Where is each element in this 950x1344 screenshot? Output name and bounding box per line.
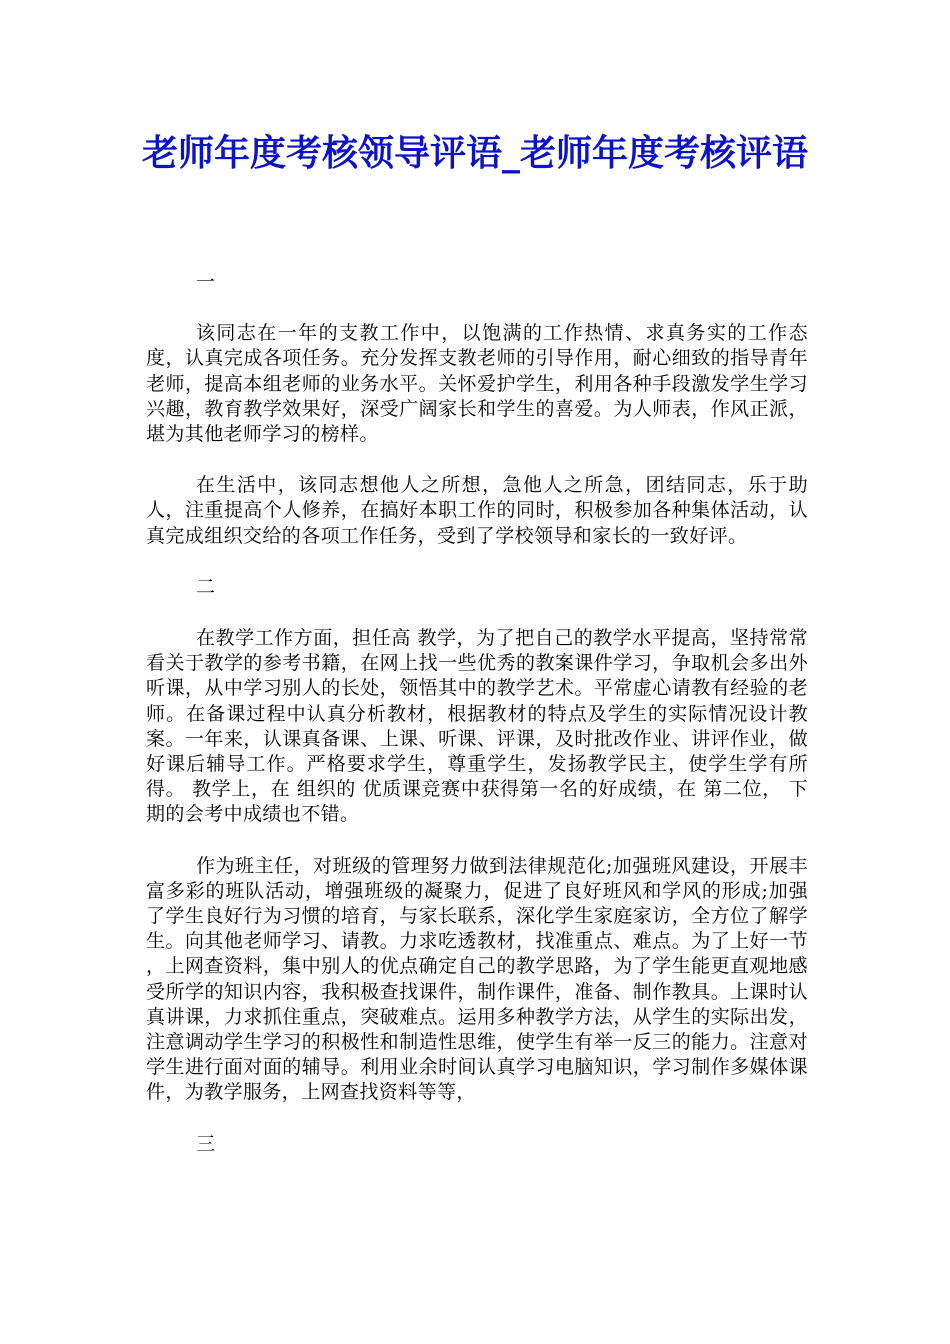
paragraph: 作为班主任，对班级的管理努力做到法律规范化;加强班风建设，开展丰富多彩的班队活动，增强班级的凝聚力，促进了良好班风和学风的形成;加强了学生良好行为习惯的培育，与家长联系，深化学生家庭家访，全方位了解学生。向其他老师学习、请教。力求吃透教材，找准重点、难点。为了上好一节 ，上网查资料，集中别人的优点确定自己的教学思路，为了学生能更直观地感受所学的知识内容，我积极查找课件，制作课件，准备、制作教具。上课时认真讲课，力求抓住重点，突破难点。运用多种教学方法，从学生的实际出发，注意调动学生学习的积极性和制造性思维，使学生有举一反三的能力。注意对学生进行面对面的辅导。利用业余时间认真学习电脑知识，学习制作多媒体课件，为教学服务，上网查找资料等等， <box>146 854 808 1104</box>
section-marker: 一 <box>196 271 216 293</box>
section-marker: 二 <box>196 575 216 598</box>
section-3 <box>146 1132 808 1157</box>
document-body <box>146 270 808 1183</box>
document-title: 老师年度考核领导评语_老师年度考核评语 <box>141 132 808 174</box>
paragraph: 在生活中，该同志想他人之所想，急他人之所急，团结同志，乐于助人，注重提高个人修养，在搞好本职工作的同时，积极参加各种集体活动，认真完成组织交给的各项工作任务，受到了学校领导和家长的一致好评。 <box>146 474 808 547</box>
paragraph: 在教学工作方面，担任高 教学，为了把自己的教学水平提高，坚持常常看关于教学的参考书籍，在网上找一些优秀的教案课件学习，争取机会多出外听课，从中学习别人的长处，领悟其中的教学艺术。平常虚心请教有经验的老师。在备课过程中认真分析教材，根据教材的特点及学生的实际情况设计教案。一年来，认课真备课、上课、听课、评课，及时批改作业、讲评作业，做好课后辅导工作。严格要求学生，尊重学生，发扬教学民主，使学生学有所得。 教学上，在 组织的 优质课竞赛中获得第一名的好成绩，在 第二位， 下期的会考中成绩也不错。 <box>146 627 808 826</box>
section-marker: 三 <box>196 1132 216 1155</box>
paragraph: 该同志在一年的支教工作中，以饱满的工作热情、求真务实的工作态度，认真完成各项任务。充分发挥支教老师的引导作用，耐心细致的指导青年老师，提高本组老师的业务水平。关怀爱护学生，利用各种手段激发学生学习兴趣，教育教学效果好，深受广阔家长和学生的喜爱。为人师表，作风正派，堪为其他老师学习的榜样。 <box>146 322 808 446</box>
section-2 <box>146 575 808 1106</box>
section-1 <box>146 270 808 549</box>
